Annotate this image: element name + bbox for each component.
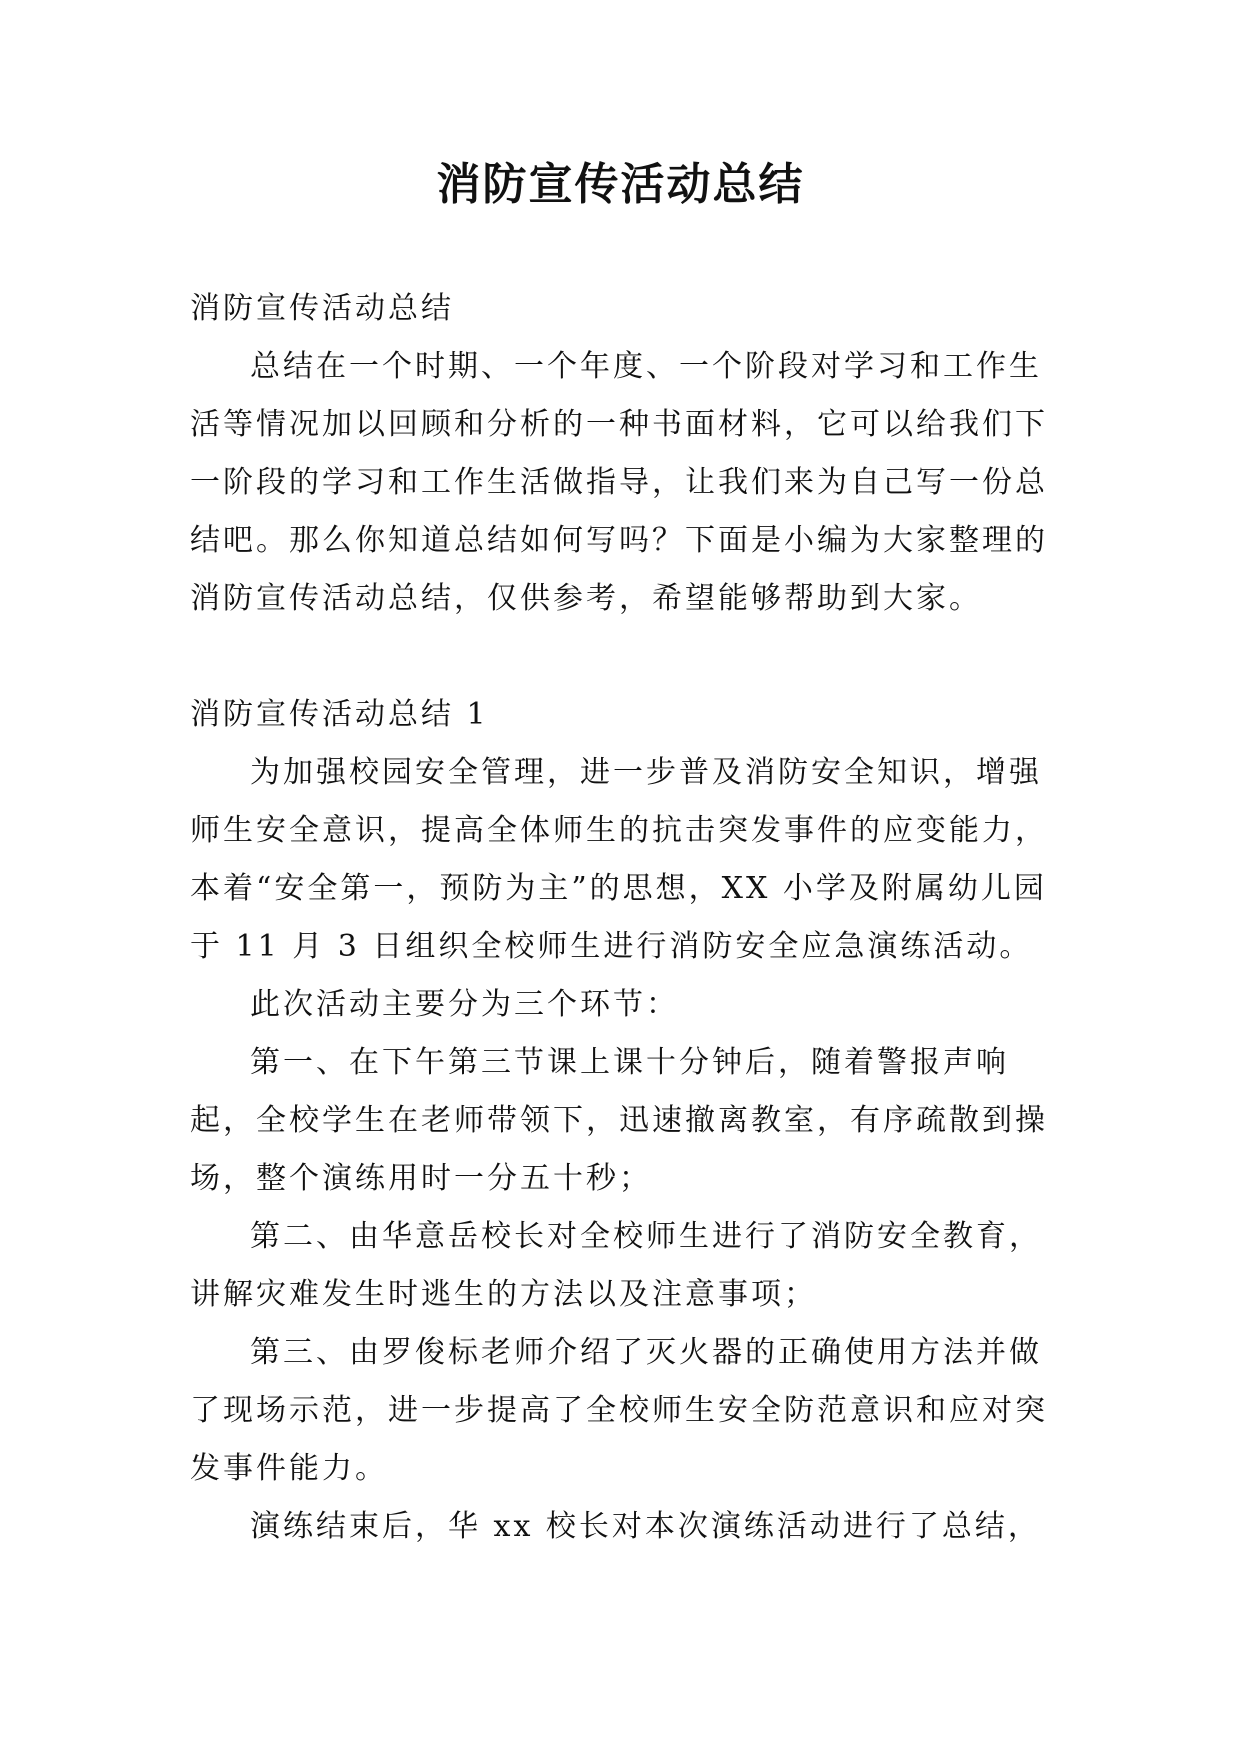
intro-paragraph: 总结在一个时期、一个年度、一个阶段对学习和工作生活等情况加以回顾和分析的一种书面材料，它可以给我们下一阶段的学习和工作生活做指导，让我们来为自己写一份总结吧。那么你知道总结如何写吗？下面是小编为大家整理的消防宣传活动总结，仅供参考，希望能够帮助到大家。 [190, 349, 1048, 616]
section-heading-intro: 消防宣传活动总结 [190, 291, 454, 326]
document-title: 消防宣传活动总结 [436, 159, 805, 210]
section-1-paragraph-3: 第一、在下午第三节课上课十分钟后，随着警报声响起，全校学生在老师带领下，迅速撤离教室，有序疏散到操场，整个演练用时一分五十秒； [190, 1045, 1048, 1196]
section-1-paragraph-4: 第二、由华意岳校长对全校师生进行了消防安全教育，讲解灾难发生时逃生的方法以及注意事项； [190, 1219, 1042, 1312]
section-heading-1: 消防宣传活动总结 1 [190, 697, 489, 732]
section-spacer [190, 628, 1050, 686]
section-1-paragraph-5: 第三、由罗俊标老师介绍了灭火器的正确使用方法并做了现场示范，进一步提高了全校师生安全防范意识和应对突发事件能力。 [190, 1335, 1048, 1486]
section-1-paragraph-2: 此次活动主要分为三个环节： [250, 987, 679, 1022]
section-1-paragraph-1: 为加强校园安全管理，进一步普及消防安全知识，增强师生安全意识，提高全体师生的抗击突发事件的应变能力，本着“安全第一，预防为主”的思想，XX 小学及附属幼儿园于 11 月 3 日组织全校师生进行消防安全应急演练活动。 [190, 755, 1048, 964]
document-body [190, 280, 1050, 1556]
section-1-paragraph-6: 演练结束后，华 xx 校长对本次演练活动进行了总结， [250, 1509, 1041, 1544]
